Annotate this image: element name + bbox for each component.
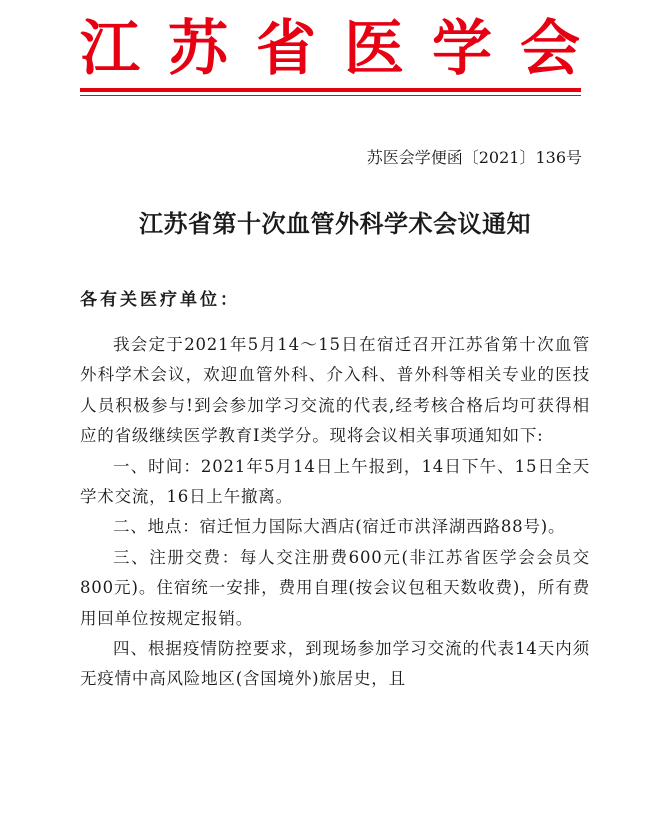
- body-text: [80, 330, 590, 695]
- letterhead-char: 学: [432, 14, 492, 84]
- letterhead-char: 会: [520, 14, 580, 84]
- paragraph-epidemic: 四、根据疫情防控要求，到现场参加学习交流的代表14天内须无疫情中高风险地区(含国境外)旅居史，且: [80, 639, 590, 689]
- letterhead: [80, 14, 580, 84]
- letterhead-char: 医: [344, 14, 404, 84]
- document-title: 江苏省第十次血管外科学术会议通知: [139, 209, 531, 238]
- document-number: 苏医会学便函〔2021〕136号: [366, 148, 582, 167]
- letterhead-char: 省: [256, 14, 316, 84]
- paragraph-location: 二、地点：宿迁恒力国际大酒店(宿迁市洪泽湖西路88号)。: [113, 517, 566, 537]
- salutation: 各有关医疗单位：: [80, 290, 240, 310]
- paragraph-registration: 三、注册交费：每人交注册费600元(非江苏省医学会会员交800元)。住宿统一安排，费用自理(按会议包租天数收费)，所有费用回单位按规定报销。: [80, 547, 590, 628]
- letterhead-rule-thick: [80, 88, 581, 92]
- letterhead-char: 苏: [168, 14, 228, 84]
- letterhead-rule-thin: [80, 95, 581, 96]
- paragraph-time: 一、时间：2021年5月14日上午报到，14日下午、15日全天学术交流，16日上午撤离。: [80, 456, 590, 507]
- paragraph-intro: 我会定于2021年5月14～15日在宿迁召开江苏省第十次血管外科学术会议，欢迎血管外科、介入科、普外科等相关专业的医技人员积极参与!到会参加学习交流的代表,经考核合格后均可获得相应的省级继续医学教育I类学分。现将会议相关事项通知如下:: [80, 335, 590, 446]
- letterhead-char: 江: [80, 14, 140, 84]
